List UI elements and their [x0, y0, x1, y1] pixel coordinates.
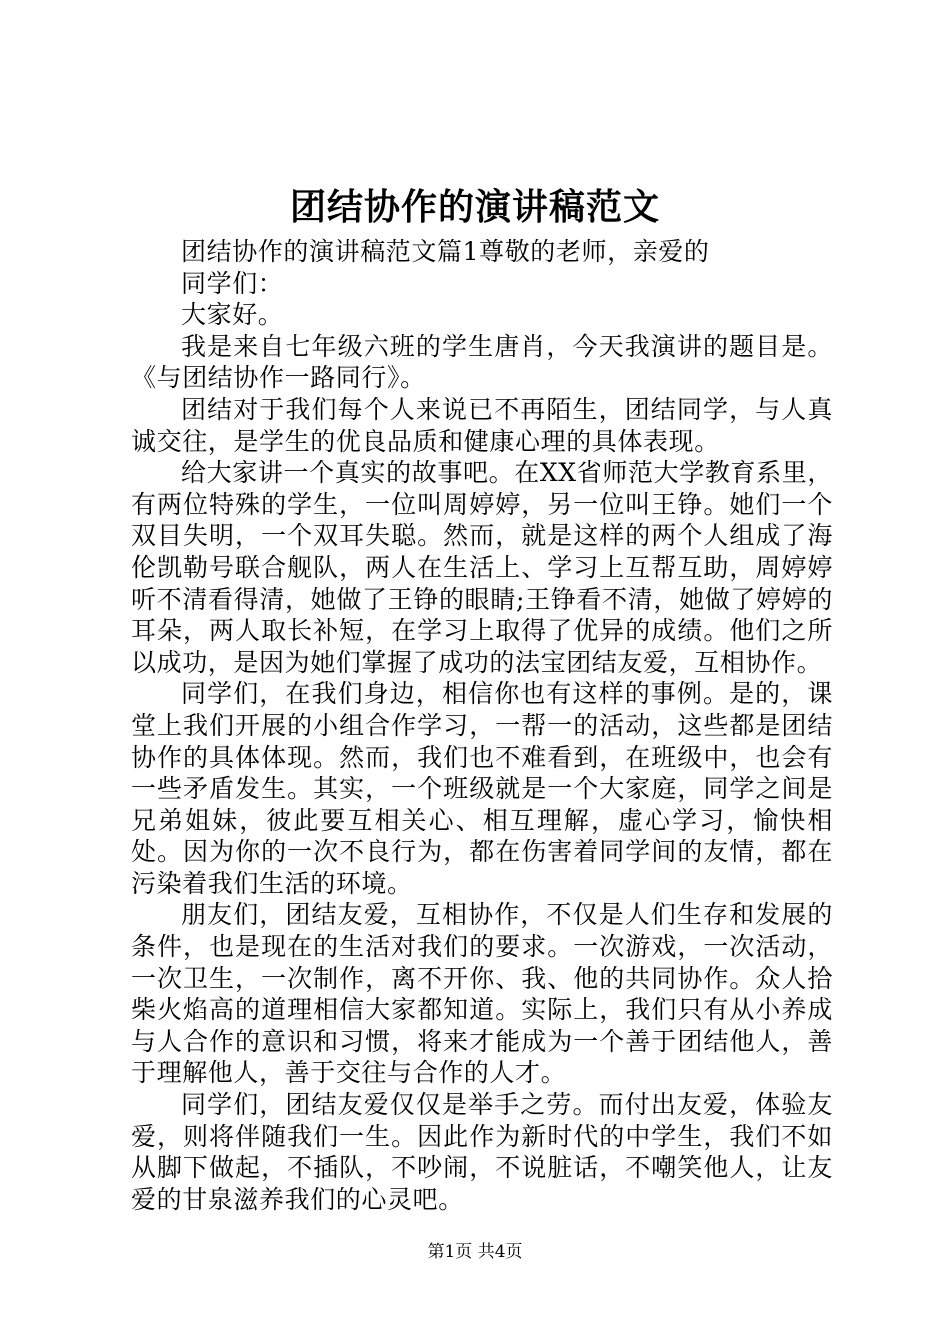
- paragraph: 同学们：: [181, 268, 284, 298]
- paragraph: 团结对于我们每个人来说已不再陌生，团结同学，与人真诚交往，是学生的优良品质和健康心理的具体表现。: [131, 394, 833, 456]
- page-number-footer: 第1页 共4页: [427, 1242, 523, 1262]
- document-body: [131, 236, 833, 1215]
- document-title: 团结协作的演讲稿范文: [289, 186, 660, 228]
- paragraph: 我是来自七年级六班的学生唐肖，今天我演讲的题目是。《与团结协作一路同行》。: [131, 331, 833, 393]
- paragraph: 同学们，在我们身边，相信你也有这样的事例。是的，课堂上我们开展的小组合作学习，一帮一的活动，这些都是团结协作的具体体现。然而，我们也不难看到，在班级中，也会有一些矛盾发生。其实，一个班级就是一个大家庭，同学之间是兄弟姐妹，彼此要互相关心、相互理解，虚心学习，愉快相处。因为你的一次不良行为，都在伤害着同学间的友情，都在污染着我们生活的环境。: [131, 679, 833, 898]
- paragraph: 给大家讲一个真实的故事吧。在XX省师范大学教育系里，有两位特殊的学生，一位叫周婷婷，另一位叫王铮。她们一个双目失明，一个双耳失聪。然而，就是这样的两个人组成了海伦凯勒号联合舰队，两人在生活上、学习上互帮互助，周婷婷听不清看得清，她做了王铮的眼睛;王铮看不清，她做了婷婷的耳朵，两人取长补短，在学习上取得了优异的成绩。他们之所以成功，是因为她们掌握了成功的法宝团结友爱，互相协作。: [131, 458, 833, 677]
- paragraph: 同学们，团结友爱仅仅是举手之劳。而付出友爱，体验友爱，则将伴随我们一生。因此作为新时代的中学生，我们不如从脚下做起，不插队，不吵闹，不说脏话，不嘲笑他人，让友爱的甘泉滋养我们的心灵吧。: [131, 1090, 833, 1214]
- paragraph: 朋友们，团结友爱，互相协作，不仅是人们生存和发展的条件，也是现在的生活对我们的要求。一次游戏，一次活动，一次卫生，一次制作，离不开你、我、他的共同协作。众人拾柴火焰高的道理相信大家都知道。实际上，我们只有从小养成与人合作的意识和习惯，将来才能成为一个善于团结他人，善于理解他人，善于交往与合作的人才。: [131, 900, 833, 1088]
- paragraph: 大家好。: [181, 300, 284, 330]
- paragraph: 团结协作的演讲稿范文篇1尊敬的老师，亲爱的: [181, 237, 710, 266]
